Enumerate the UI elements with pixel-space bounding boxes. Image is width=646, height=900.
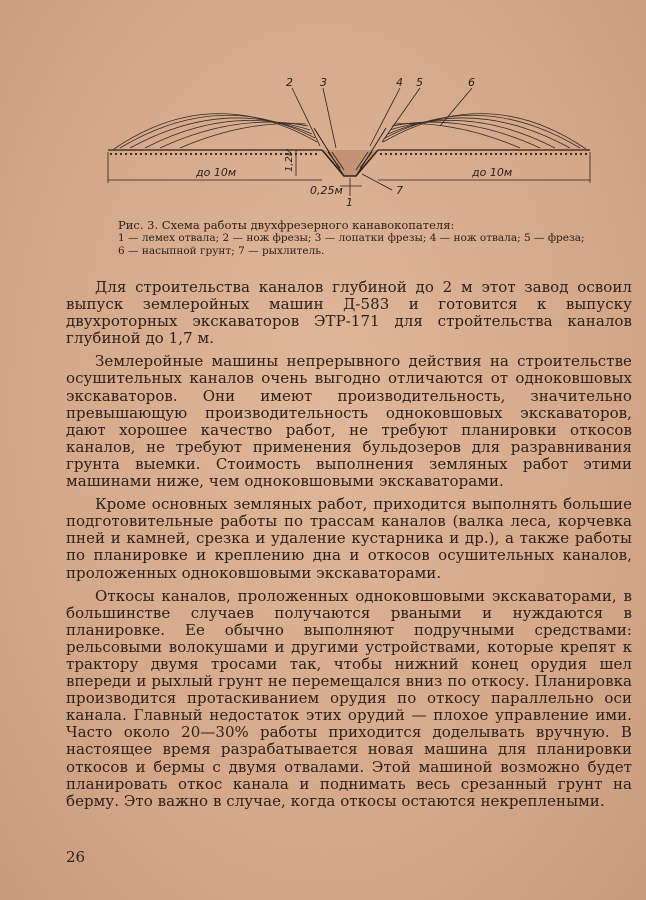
dimension-depth-label: 1,2м xyxy=(284,148,295,172)
page-number: 26 xyxy=(66,848,86,866)
body-text xyxy=(66,279,632,816)
trencher-diagram xyxy=(100,68,600,218)
caption-legend: 1 — лемех отвала; 2 — нож фрезы; 3 — лопатки фрезы; 4 — нож отвала; 5 — фреза; 6 — насыпной грунт; 7 — рыхлитель. xyxy=(118,232,585,257)
dimension-bottom-label: 0,25м xyxy=(310,184,343,197)
part-number-5: 5 xyxy=(416,76,423,89)
paragraph-3: Кроме основных земляных работ, приходится выполнять большие подготовительные работы по трассам каналов (валка леса, корчевка пней и камней, срезка и удаление кустарника и др.), а также работы по планировке и креплению дна и откосов осушительных каналов, проложенных одноковшовыми экскаваторами. xyxy=(66,495,632,582)
part-number-3: 3 xyxy=(320,76,327,89)
paragraph-4: Откосы каналов, проложенных одноковшовыми экскаваторами, в большинстве случаев получаются рваными и нуждаются в планировке. Ее обычно выполняют подручными средствами: рельсовыми волокушами и другими устройствами, которые крепят к трактору двумя тросами так, чтобы нижний конец орудия шел впереди и рыхлый грунт не перемещался вниз по откосу. Планировка производится протаскиванием орудия по откосу параллельно оси канала. Главный недостаток этих орудий — плохое управление ими. Часто около 20—30% работы приходится доделывать вручную. В настоящее время разрабатывается новая машина для планировки откосов и бермы с двумя отвалами. Этой машиной возможно будет планировать откос канала и поднимать весь срезанный грунт на берму. Это важно в случае, когда откосы остаются некреплеными. xyxy=(66,586,632,810)
paragraph-2: Землеройные машины непрерывного действия на строительстве осушительных каналов очень выгодно отличаются от одноковшовых экскаваторов. Они имеют производительность, значительно превышающую производительность одноковшовых экскаваторов, дают хорошее качество работ, не требуют планировки откосов каналов, не требуют применения бульдозеров для разравнивания грунта выемки. Стоимость выполнения земляных работ этими машинами ниже, чем одноковшовыми экскаваторами. xyxy=(66,352,632,491)
dimension-right-label: до 10м xyxy=(472,166,513,179)
dimension-left-label: до 10м xyxy=(196,166,237,179)
part-number-6: 6 xyxy=(468,76,475,89)
part-number-1: 1 xyxy=(346,196,353,209)
part-number-2: 2 xyxy=(286,76,293,89)
figure-caption xyxy=(118,219,588,258)
paragraph-1: Для строительства каналов глубиной до 2 м этот завод освоил выпуск землеройных машин Д-583 и готовится к выпуску двухроторных экскаваторов ЭТР-171 для стройтельства каналов глубиной до 1,7 м. xyxy=(66,278,632,348)
part-number-7: 7 xyxy=(396,184,403,197)
caption-title: Рис. 3. Схема работы двухфрезерного канавокопателя: xyxy=(118,218,455,232)
spoil-arcs xyxy=(114,114,586,149)
part-number-4: 4 xyxy=(396,76,403,89)
